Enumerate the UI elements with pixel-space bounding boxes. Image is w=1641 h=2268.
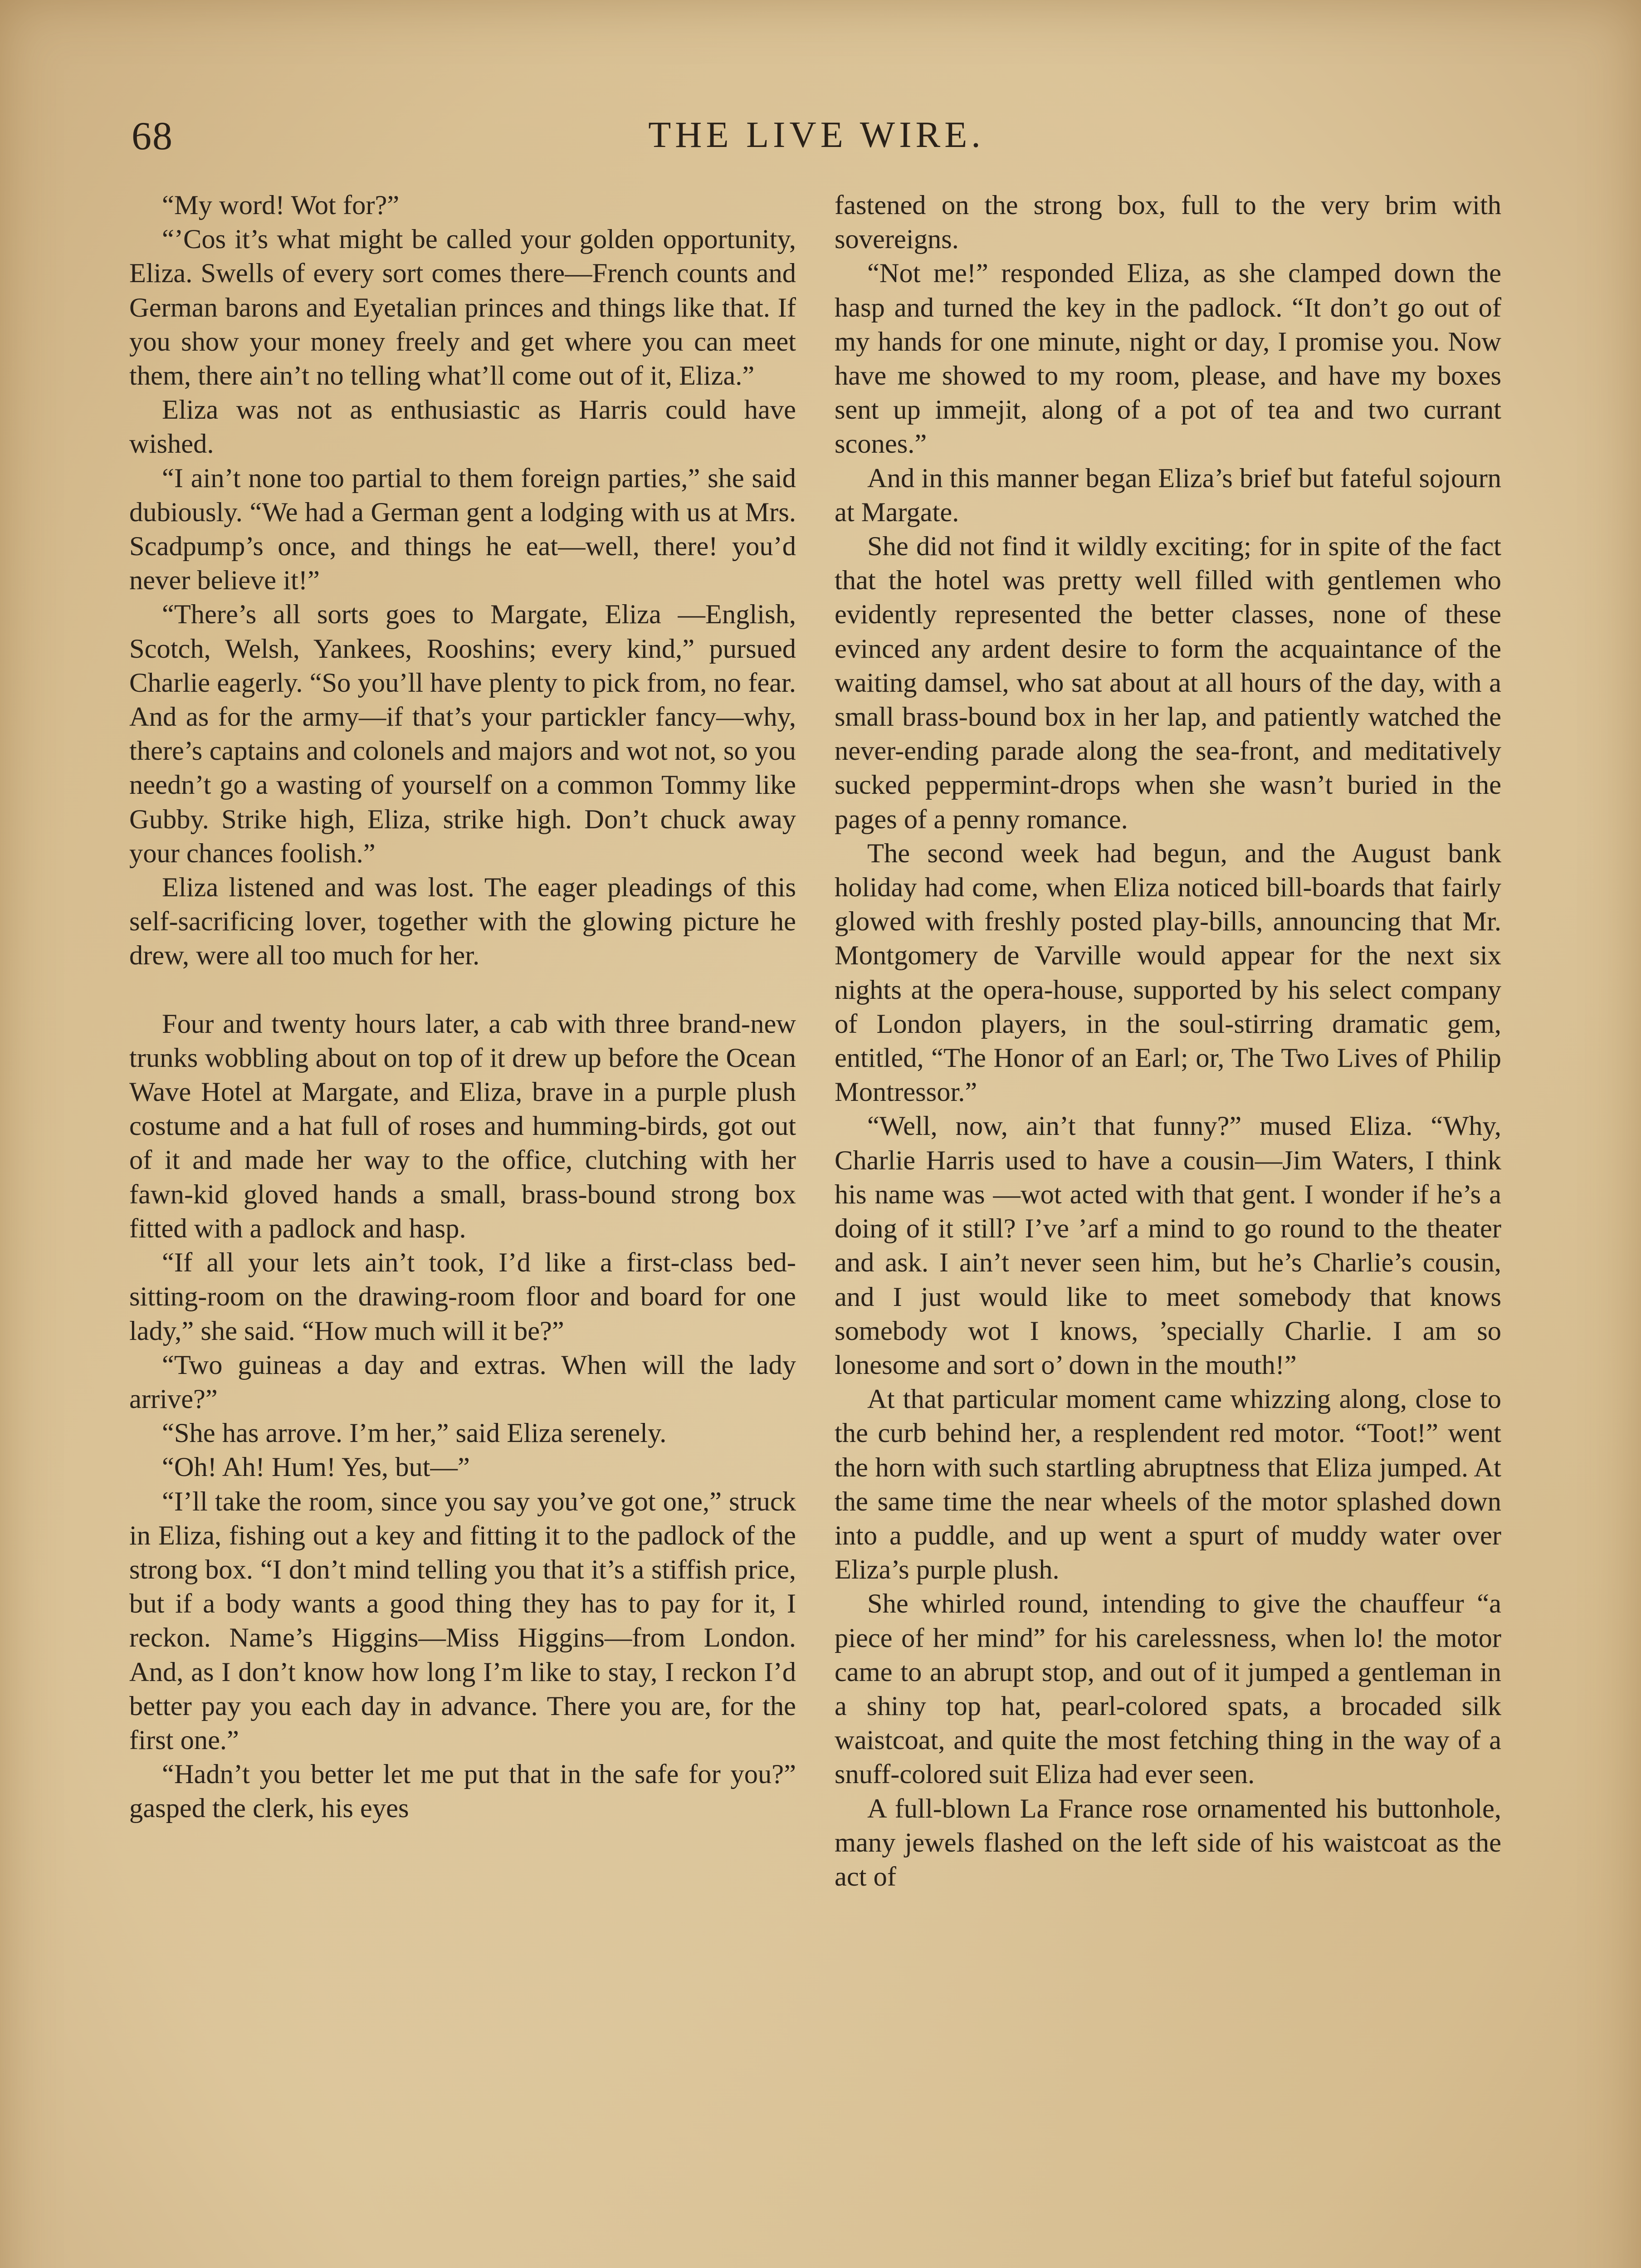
paragraph: The second week had begun, and the August bank holiday had come, when Eliza noticed bill-boards that fairly glowed with freshly posted play-bills, announcing that Mr. Montgomery de Varville would appear for the next six nights at the opera-house, supported by his select company of London players, in the soul-stirring dramatic gem, entitled, “The Honor of an Earl; or, The Two Lives of Philip Montressor.”	[835, 838, 1501, 1108]
paragraph: “Oh! Ah! Hum! Yes, but—”	[162, 1452, 470, 1483]
paragraph: A full-blown La France rose ornamented his buttonhole, many jewels flashed on the left side of his waistcoat as the act of	[835, 1793, 1501, 1892]
page-header	[132, 109, 1501, 177]
paragraph: “’Cos it’s what might be called your golden opportunity, Eliza. Swells of every sort comes there—French counts and German barons and Eyetalian princes and things like that. If you show your money freely and get where you can meet them, there ain’t no telling what’ll come out of it, Eliza.”	[129, 224, 796, 391]
paragraph: “Well, now, ain’t that funny?” mused Eliza. “Why, Charlie Harris used to have a cousin—Jim Waters, I think his name was —wot acted with that gent. I wonder if he’s a doing of it still? I’ve ’arf a mind to go round to the theater and ask. I ain’t never seen him, but he’s Charlie’s cousin, and I just would like to meet somebody that knows somebody wot I knows, ’specially Charlie. I am so lonesome and sort o’ down in the mouth!”	[835, 1111, 1501, 1380]
paragraph: “She has arrove. I’m her,” said Eliza serenely.	[162, 1418, 667, 1449]
paragraph: “Not me!” responded Eliza, as she clamped down the hasp and turned the key in the padlock. “It don’t go out of my hands for one minute, night or day, I promise you. Now have me showed to my room, please, and have my boxes sent up immejit, along of a pot of tea and two currant scones.”	[835, 258, 1501, 459]
paragraph-continued: fastened on the strong box, full to the very brim with sovereigns.	[835, 190, 1501, 255]
running-head: THE LIVE WIRE.	[648, 114, 985, 155]
right-column	[835, 188, 1501, 2268]
paragraph: She whirled round, intending to give the chauffeur “a piece of her mind” for his carelessness, when lo! the motor came to an abrupt stop, and out of it jumped a gentleman in a shiny top hat, pearl-colored spats, a brocaded silk waistcoat, and quite the most fetching thing in the way of a snuff-colored suit Eliza had ever seen.	[835, 1589, 1501, 1790]
paragraph: “Hadn’t you better let me put that in the safe for you?” gasped the clerk, his eyes	[129, 1759, 796, 1824]
paragraph: “There’s all sorts goes to Margate, Eliza —English, Scotch, Welsh, Yankees, Rooshins; every kind,” pursued Charlie eagerly. “So you’ll have plenty to pick from, no fear. And as for the army—if that’s your partickler fancy—why, there’s captains and colonels and majors and wot not, so you needn’t go a wasting of yourself on a common Tommy like Gubby. Strike high, Eliza, strike high. Don’t chuck away your chances foolish.”	[129, 599, 796, 869]
paragraph: Four and twenty hours later, a cab with three brand-new trunks wobbling about on top of it drew up before the Ocean Wave Hotel at Margate, and Eliza, brave in a purple plush costume and a hat full of roses and humming-birds, got out of it and made her way to the office, clutching with her fawn-kid gloved hands a small, brass-bound strong box fitted with a padlock and hasp.	[129, 1008, 796, 1244]
paragraph: Eliza listened and was lost. The eager pleadings of this self-sacrificing lover, together with the glowing picture he drew, were all too much for her.	[129, 872, 796, 971]
paragraph: Eliza was not as enthusiastic as Harris could have wished.	[129, 395, 796, 459]
paragraph: She did not find it wildly exciting; for in spite of the fact that the hotel was pretty well filled with gentlemen who evidently represented the better classes, none of these evinced any ardent desire to form the acquaintance of the waiting damsel, who sat about at all hours of the day, with a small brass-bound box in her lap, and patiently watched the never-ending parade along the sea-front, and meditatively sucked peppermint-drops when she wasn’t buried in the pages of a penny romance.	[835, 531, 1501, 835]
paragraph: “If all your lets ain’t took, I’d like a first-class bed-sitting-room on the drawing-room floor and board for one lady,” she said. “How much will it be?”	[129, 1247, 796, 1346]
paragraph: “I’ll take the room, since you say you’ve got one,” struck in Eliza, fishing out a key and fitting it to the padlock of the strong box. “I don’t mind telling you that it’s a stiffish price, but if a body wants a good thing they has to pay for it, I reckon. Name’s Higgins—Miss Higgins—from London. And, as I don’t know how long I’m like to stay, I reckon I’d better pay you each day in advance. There you are, for the first one.”	[129, 1486, 796, 1755]
paragraph: At that particular moment came whizzing along, close to the curb behind her, a resplendent red motor. “Toot!” went the horn with such startling abruptness that Eliza jumped. At the same time the near wheels of the motor splashed down into a puddle, and up went a spurt of muddy water over Eliza’s purple plush.	[835, 1384, 1501, 1585]
paragraph: “My word! Wot for?”	[162, 190, 400, 220]
left-column	[129, 188, 796, 2268]
page-number: 68	[132, 114, 173, 158]
paragraph: “I ain’t none too partial to them foreign parties,” she said dubiously. “We had a German gent a lodging with us at Mrs. Scadpump’s once, and things he eat—well, there! you’d never believe it!”	[129, 463, 796, 596]
paragraph: And in this manner began Eliza’s brief but fateful sojourn at Margate.	[835, 463, 1501, 528]
paragraph: “Two guineas a day and extras. When will the lady arrive?”	[129, 1349, 796, 1414]
